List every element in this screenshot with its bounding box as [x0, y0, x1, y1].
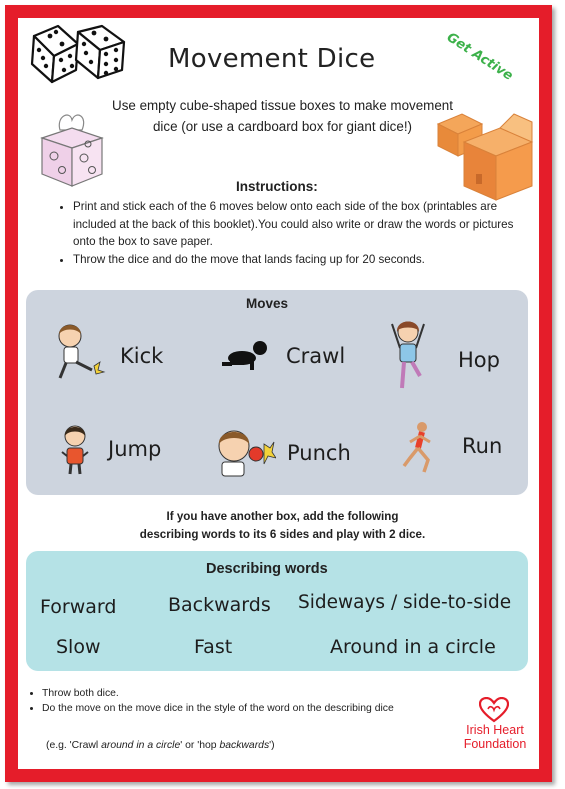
kicking-child-icon: [48, 322, 106, 384]
describing-word: Around in a circle: [330, 636, 496, 658]
rule-example: [42, 740, 275, 751]
describing-word: Slow: [56, 636, 101, 658]
move-label-kick: Kick: [120, 344, 164, 368]
logo-text: [455, 723, 535, 751]
logo-line-1: Irish Heart: [466, 723, 524, 737]
cardboard-boxes-icon: [434, 108, 536, 204]
punching-child-icon: [210, 424, 276, 482]
running-woman-icon: [400, 420, 436, 476]
logo-line-2: Foundation: [463, 737, 527, 751]
example-emphasis-1: around in a circle: [101, 740, 181, 751]
dice-icon: [28, 22, 128, 84]
intro-line-1: Use empty cube-shaped tissue boxes to make movement: [112, 98, 453, 113]
move-label-jump: Jump: [108, 437, 162, 461]
hopping-girl-icon: [384, 318, 436, 392]
example-suffix: '): [269, 740, 275, 751]
extra-box-note: [60, 508, 505, 544]
move-label-hop: Hop: [458, 348, 500, 372]
jumping-child-icon: [58, 424, 92, 476]
move-label-crawl: Crawl: [286, 344, 346, 368]
rule-item: • Throw both dice.: [42, 686, 422, 701]
extra-line-2: describing words to its 6 sides and play with 2 dice.: [139, 528, 426, 541]
instruction-item: • Throw the dice and do the move that lands facing up for 20 seconds.: [73, 251, 533, 269]
extra-line-1: If you have another box, add the following: [166, 510, 399, 523]
moves-panel: [26, 290, 528, 495]
instructions-list: [55, 198, 533, 268]
example-emphasis-2: backwards: [219, 740, 270, 751]
intro-text: [70, 95, 495, 137]
describing-word: Forward: [40, 596, 117, 618]
describing-heading: Describing words: [206, 561, 328, 577]
describing-word: Fast: [194, 636, 233, 658]
describing-word: Sideways / side-to-side: [298, 592, 512, 613]
intro-line-2: dice (or use a cardboard box for giant dice!): [152, 119, 413, 134]
instructions-heading: Instructions:: [236, 179, 318, 194]
instruction-item: • Print and stick each of the 6 moves below onto each side of the box (printables are included at the back of this booklet).You could also write or draw the words or pictures onto the box to save paper.: [73, 198, 533, 251]
get-active-tag: Get Active: [443, 30, 516, 84]
tissue-box-icon: [36, 108, 108, 190]
page-title: Movement Dice: [168, 44, 376, 74]
move-label-punch: Punch: [287, 441, 351, 465]
moves-heading: Moves: [246, 296, 289, 311]
example-prefix: (e.g. 'Crawl: [46, 740, 102, 751]
move-label-run: Run: [462, 434, 503, 458]
crawling-baby-icon: [220, 340, 270, 374]
rule-item: • Do the move on the move dice in the style of the word on the describing dice: [42, 701, 422, 716]
heart-logo-icon: [479, 697, 509, 723]
example-middle: ' or 'hop: [180, 740, 220, 751]
describing-word: Backwards: [168, 594, 271, 616]
play-rules-list: [28, 686, 422, 716]
